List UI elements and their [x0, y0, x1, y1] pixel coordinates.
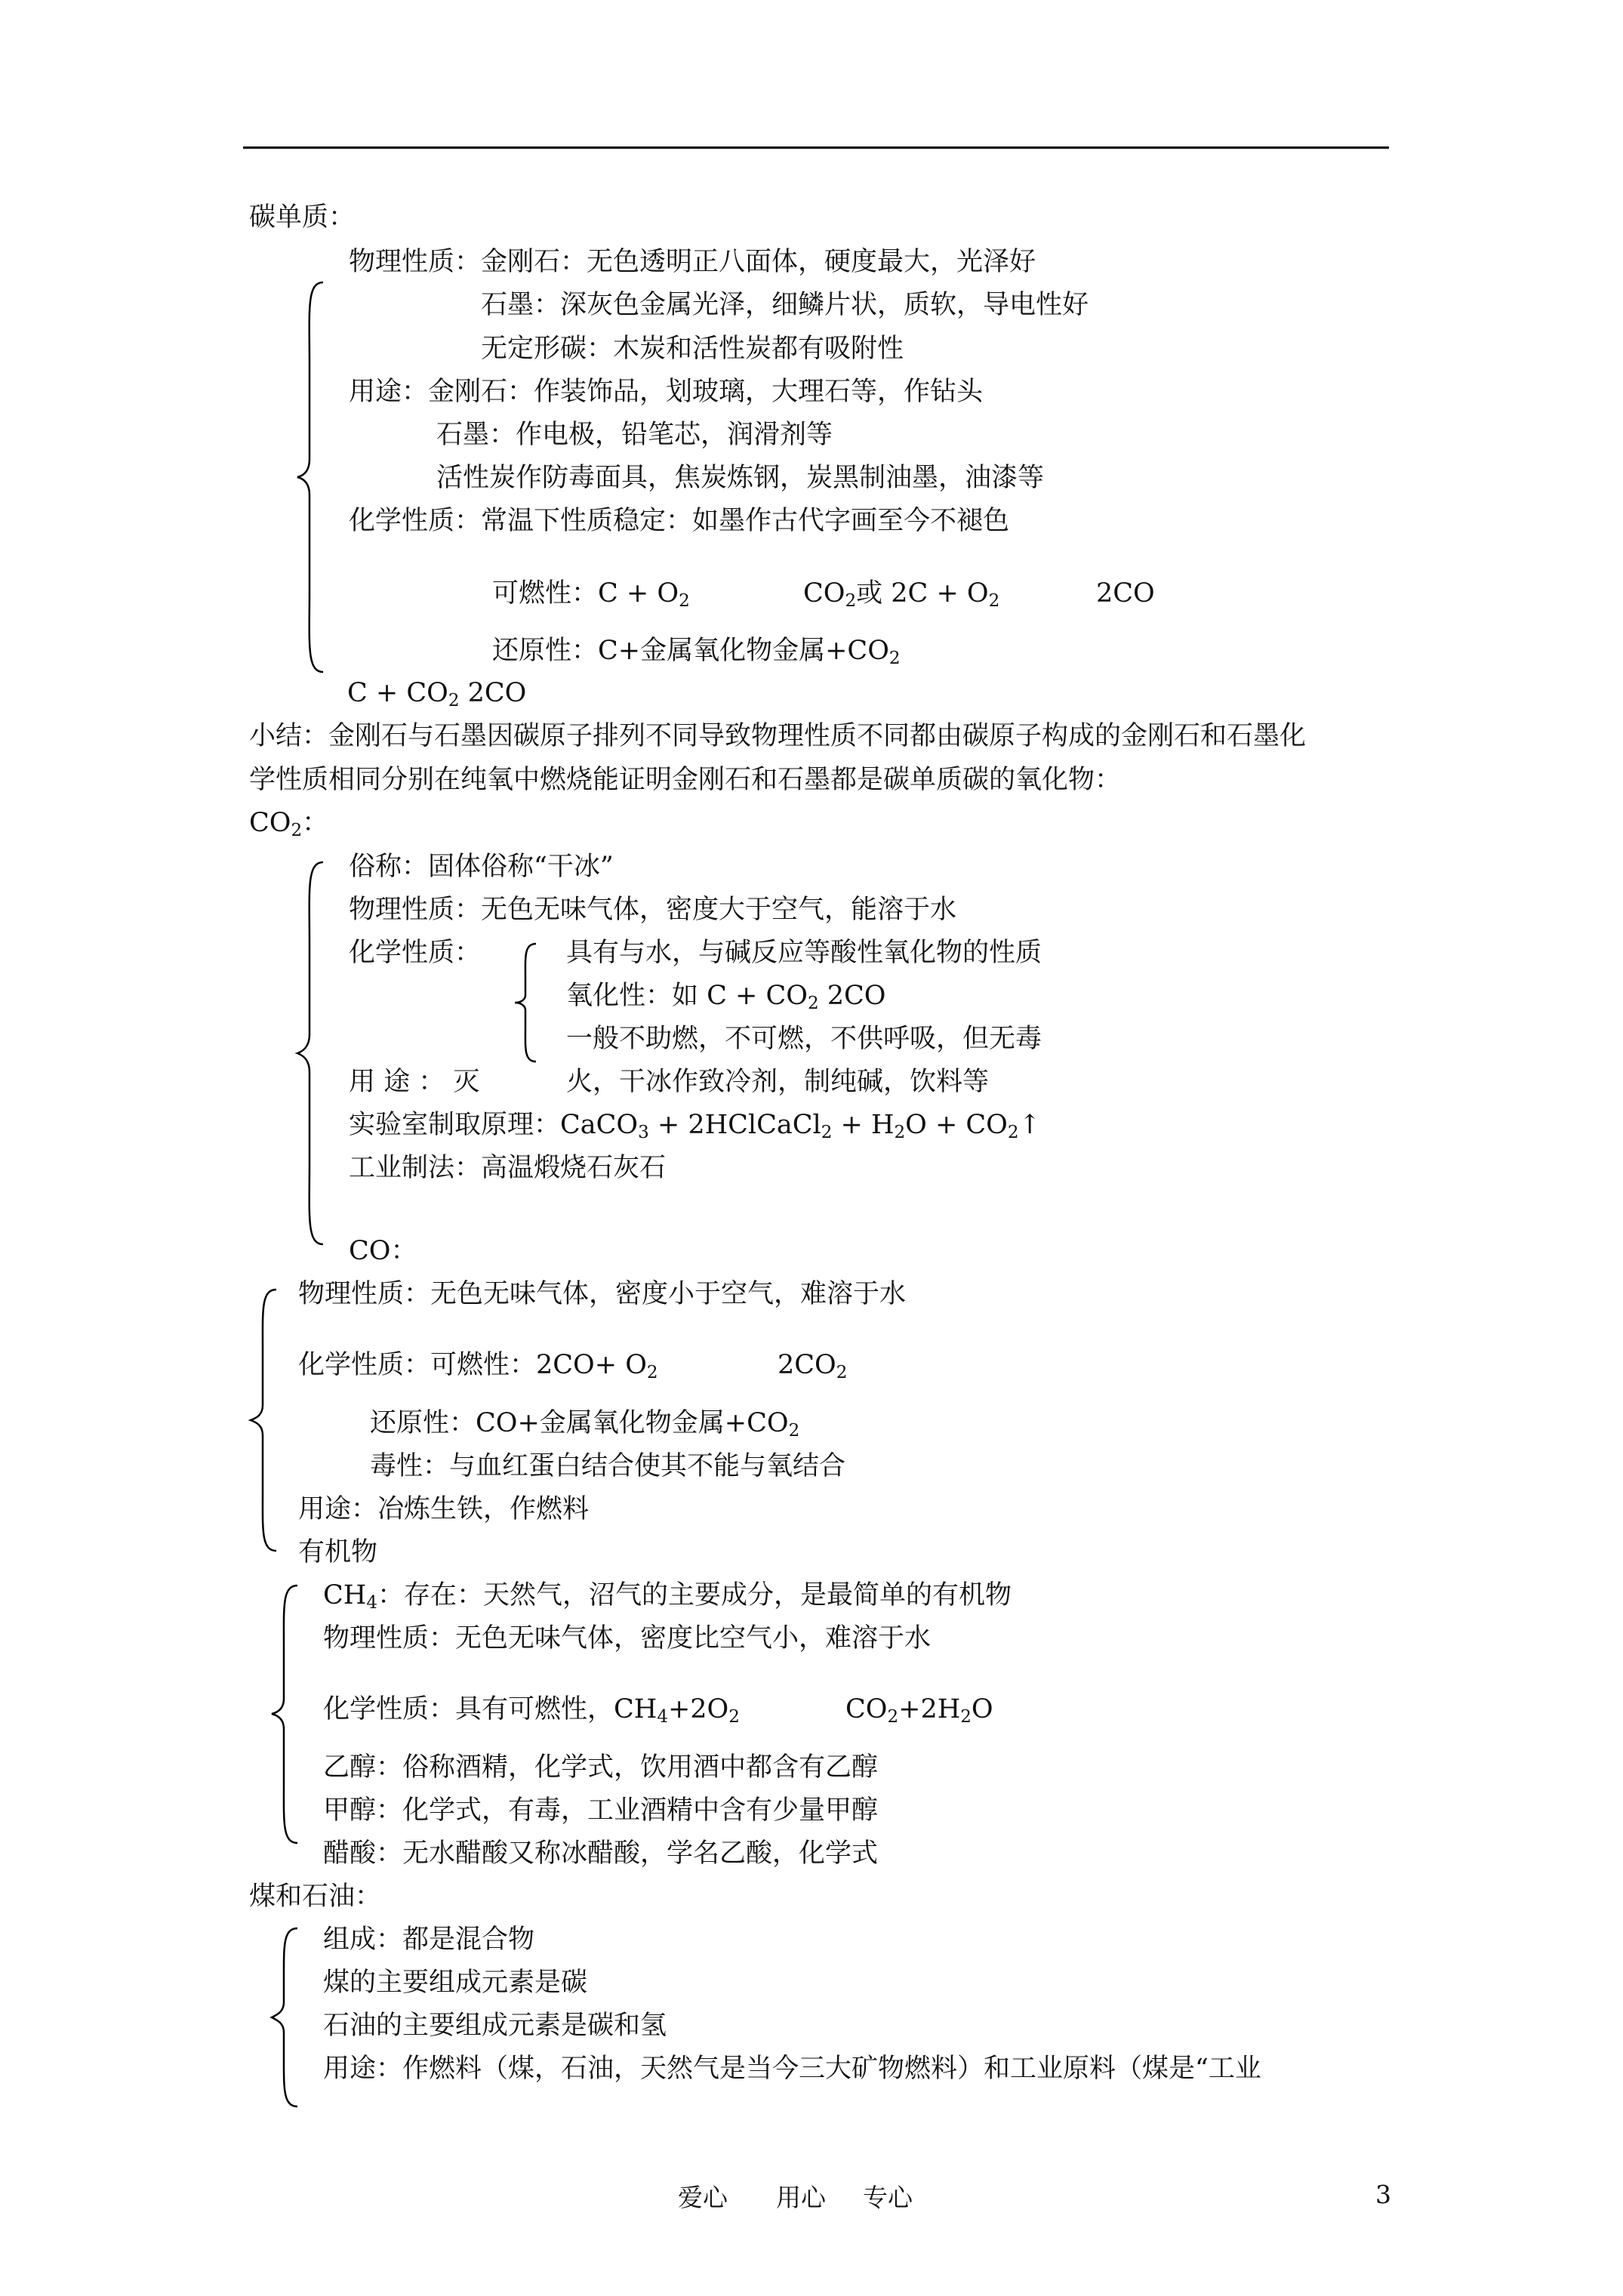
line-acetic: 醋酸：无水醋酸又称冰醋酸，学名乙酸，化学式: [323, 1838, 879, 1869]
line-co-combustibility: 化学性质：可燃性：$2CO+ O_2$: [298, 1350, 658, 1382]
formula-co2-product: $CO_2$或 $2C + O_2$: [803, 578, 1000, 611]
brace-co: [249, 1288, 279, 1552]
line-co2-chem-label: 化学性质：: [349, 938, 482, 968]
footer-motto-1: 爱心: [678, 2183, 728, 2212]
line-combustibility: 可燃性：$C + O_2$: [492, 578, 690, 611]
line-co-reducibility: 还原性：CO+金属氧化物金属$+CO_2$: [370, 1408, 800, 1441]
line-use-graphite: 石墨：作电极，铅笔芯，润滑剂等: [436, 420, 833, 450]
line-co2-use-label: 用 途 ： 灭: [349, 1067, 480, 1097]
line-ch4-chem: 化学性质：具有可燃性，$CH_4+2O_2$: [323, 1694, 740, 1727]
line-coal-use: 用途：作燃料（煤，石油，天然气是当今三大矿物燃料）和工业原料（煤是“工业: [323, 2054, 1261, 2084]
line-phys-graphite: 石墨：深灰色金属光泽，细鳞片状，质软，导电性好: [481, 290, 1089, 320]
section-title-co: CO：: [349, 1236, 417, 1266]
line-ch4-exist: $CH_4$：存在：天然气，沼气的主要成分，是最简单的有机物: [323, 1580, 1012, 1613]
line-c-co2: $C + CO_2$ 2CO: [347, 678, 527, 710]
line-co2-acidic: 具有与水，与碱反应等酸性氧化物的性质: [566, 938, 1042, 968]
section-title-co2: $CO_2$：: [249, 808, 329, 840]
line-ethanol: 乙醇：俗称酒精，化学式，饮用酒中都含有乙醇: [323, 1752, 879, 1783]
line-use-diamond: 用途：金刚石：作装饰品，划玻璃，大理石等，作钻头: [349, 377, 984, 407]
summary-line-1: 小结：金刚石与石墨因碳原子排列不同导致物理性质不同都由碳原子构成的金刚石和石墨化: [249, 721, 1307, 751]
line-reducibility: 还原性：C+金属氧化物金属$+CO_2$: [492, 636, 901, 668]
summary-line-2: 学性质相同分别在纯氧中燃烧能证明金刚石和石墨都是碳单质碳的氧化物：: [249, 765, 1122, 795]
line-use-activated: 活性炭作防毒面具，焦炭炼钢，炭黑制油墨，油漆等: [436, 463, 1045, 493]
section-title-coal: 煤和石油：: [249, 1881, 382, 1912]
line-co2-industry: 工业制法：高温煅烧石灰石: [349, 1153, 667, 1183]
line-oil-element: 石油的主要组成元素是碳和氢: [323, 2011, 667, 2041]
brace-co2: [296, 861, 326, 1246]
line-co2-oxidizing: 氧化性：如 $C + CO_2$ 2CO: [566, 981, 886, 1013]
line-ch4-phys: 物理性质：无色无味气体，密度比空气小，难溶于水: [323, 1623, 932, 1653]
line-methanol: 甲醇：化学式，有毒，工业酒精中含有少量甲醇: [323, 1795, 879, 1826]
header-rule: [243, 146, 1389, 149]
section-title-carbon: 碳单质：: [249, 202, 356, 233]
line-co-toxic: 毒性：与血红蛋白结合使其不能与氧结合: [370, 1451, 846, 1481]
brace-co2-chem: [513, 942, 539, 1063]
line-co-phys: 物理性质：无色无味气体，密度小于空气，难溶于水: [298, 1279, 907, 1309]
brace-organic: [270, 1584, 300, 1845]
footer-motto-2: 用心: [776, 2183, 826, 2212]
line-co-use: 用途：冶炼生铁，作燃料: [298, 1494, 590, 1524]
formula-ch4-products: $CO_2+2H_2O$: [845, 1694, 993, 1727]
line-co2-lab-prep: 实验室制取原理：CaCO$_3$ + 2HClCaCl$_2$ + $H_2O$ + $CO_2↑$: [349, 1110, 1041, 1142]
section-title-organic: 有机物: [298, 1537, 378, 1567]
formula-2co-product: 2CO: [1096, 578, 1155, 609]
line-chem-stable: 化学性质：常温下性质稳定：如墨作古代字画至今不褪色: [349, 506, 1010, 536]
line-co2-no-support: 一般不助燃，不可燃，不供呼吸，但无毒: [566, 1024, 1042, 1054]
line-phys-diamond: 物理性质：金刚石：无色透明正八面体，硬度最大，光泽好: [349, 247, 1036, 277]
page-number: 3: [1375, 2180, 1391, 2209]
footer-motto-3: 专心: [863, 2183, 913, 2212]
line-co2-use-rest: 火，干冰作致冷剂，制纯碱，饮料等: [566, 1067, 990, 1097]
line-coal-element: 煤的主要组成元素是碳: [323, 1968, 588, 1998]
line-co2-nickname: 俗称：固体俗称“干冰”: [349, 852, 614, 882]
line-co2-phys: 物理性质：无色无味气体，密度大于空气，能溶于水: [349, 895, 957, 925]
line-phys-amorphous: 无定形碳：木炭和活性炭都有吸附性: [481, 334, 904, 364]
formula-2co2-product: $2CO_2$: [778, 1350, 848, 1382]
line-coal-composition: 组成：都是混合物: [323, 1925, 535, 1955]
brace-coal: [270, 1927, 300, 2108]
brace-carbon: [296, 281, 326, 673]
